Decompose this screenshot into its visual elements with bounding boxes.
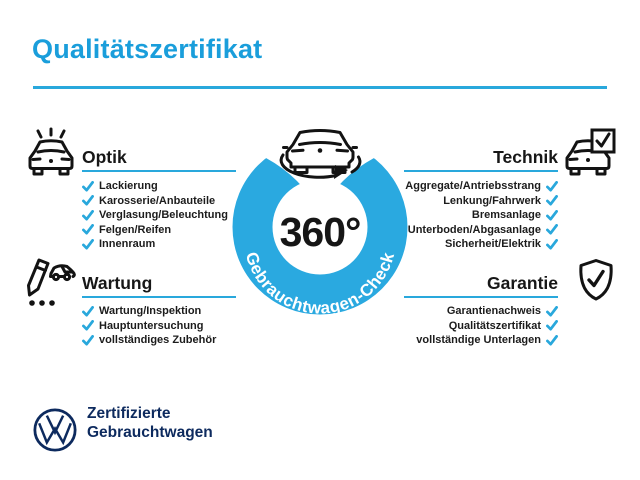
optik-list bbox=[82, 179, 228, 252]
check-icon bbox=[82, 181, 94, 192]
section-title-garantie: Garantie bbox=[487, 273, 558, 293]
vw-logo bbox=[32, 407, 78, 453]
section-title-technik: Technik bbox=[493, 147, 558, 167]
check-icon bbox=[546, 224, 558, 235]
list-item: Verglasung/Beleuchtung bbox=[82, 208, 228, 223]
list-item: Lackierung bbox=[82, 179, 228, 194]
section-rule-technik bbox=[404, 170, 558, 172]
pencil-car-icon bbox=[25, 258, 77, 310]
degree-label: 360° bbox=[279, 209, 361, 255]
check-icon bbox=[546, 181, 558, 192]
ring-label: Gebrauchtwagen-Check bbox=[241, 249, 399, 318]
check-icon bbox=[82, 210, 94, 221]
check-icon bbox=[546, 210, 558, 221]
footer-label-line2: Gebrauchtwagen bbox=[87, 424, 213, 441]
car-checkbox-icon bbox=[564, 128, 616, 180]
360-degree-badge bbox=[215, 110, 425, 328]
section-rule-garantie bbox=[404, 296, 558, 298]
check-icon bbox=[82, 224, 94, 235]
check-icon bbox=[82, 320, 94, 331]
shiny-car-icon bbox=[25, 127, 77, 183]
list-item: Qualitätszertifikat bbox=[340, 319, 558, 334]
check-icon bbox=[82, 335, 94, 346]
check-icon bbox=[82, 195, 94, 206]
list-item: Aggregate/Antriebsstrang bbox=[340, 179, 558, 194]
list-item: Wartung/Inspektion bbox=[82, 304, 216, 319]
footer-label-line1: Zertifizierte bbox=[87, 405, 171, 422]
section-title-wartung: Wartung bbox=[82, 273, 153, 293]
check-icon bbox=[546, 320, 558, 331]
list-item: Unterboden/Abgasanlage bbox=[340, 223, 558, 238]
list-item: Lenkung/Fahrwerk bbox=[340, 194, 558, 209]
list-item: Felgen/Reifen bbox=[82, 223, 228, 238]
list-item: Hauptuntersuchung bbox=[82, 319, 216, 334]
section-rule-wartung bbox=[82, 296, 236, 298]
list-item: Karosserie/Anbauteile bbox=[82, 194, 228, 209]
section-rule-optik bbox=[82, 170, 236, 172]
section-title-optik: Optik bbox=[82, 147, 127, 167]
check-icon bbox=[546, 335, 558, 346]
list-item: Innenraum bbox=[82, 237, 228, 252]
wartung-list bbox=[82, 304, 216, 348]
check-icon bbox=[546, 306, 558, 317]
check-icon bbox=[82, 306, 94, 317]
list-item: Sicherheit/Elektrik bbox=[340, 237, 558, 252]
check-icon bbox=[546, 239, 558, 250]
list-item: Bremsanlage bbox=[340, 208, 558, 223]
list-item: vollständiges Zubehör bbox=[82, 333, 216, 348]
footer-label bbox=[87, 404, 213, 442]
check-icon bbox=[546, 195, 558, 206]
page-title: Qualitätszertifikat bbox=[32, 34, 263, 64]
check-icon bbox=[82, 239, 94, 250]
list-item: vollständige Unterlagen bbox=[340, 333, 558, 348]
list-item: Garantienachweis bbox=[340, 304, 558, 319]
title-divider bbox=[33, 86, 607, 89]
shield-check-icon bbox=[574, 258, 618, 306]
